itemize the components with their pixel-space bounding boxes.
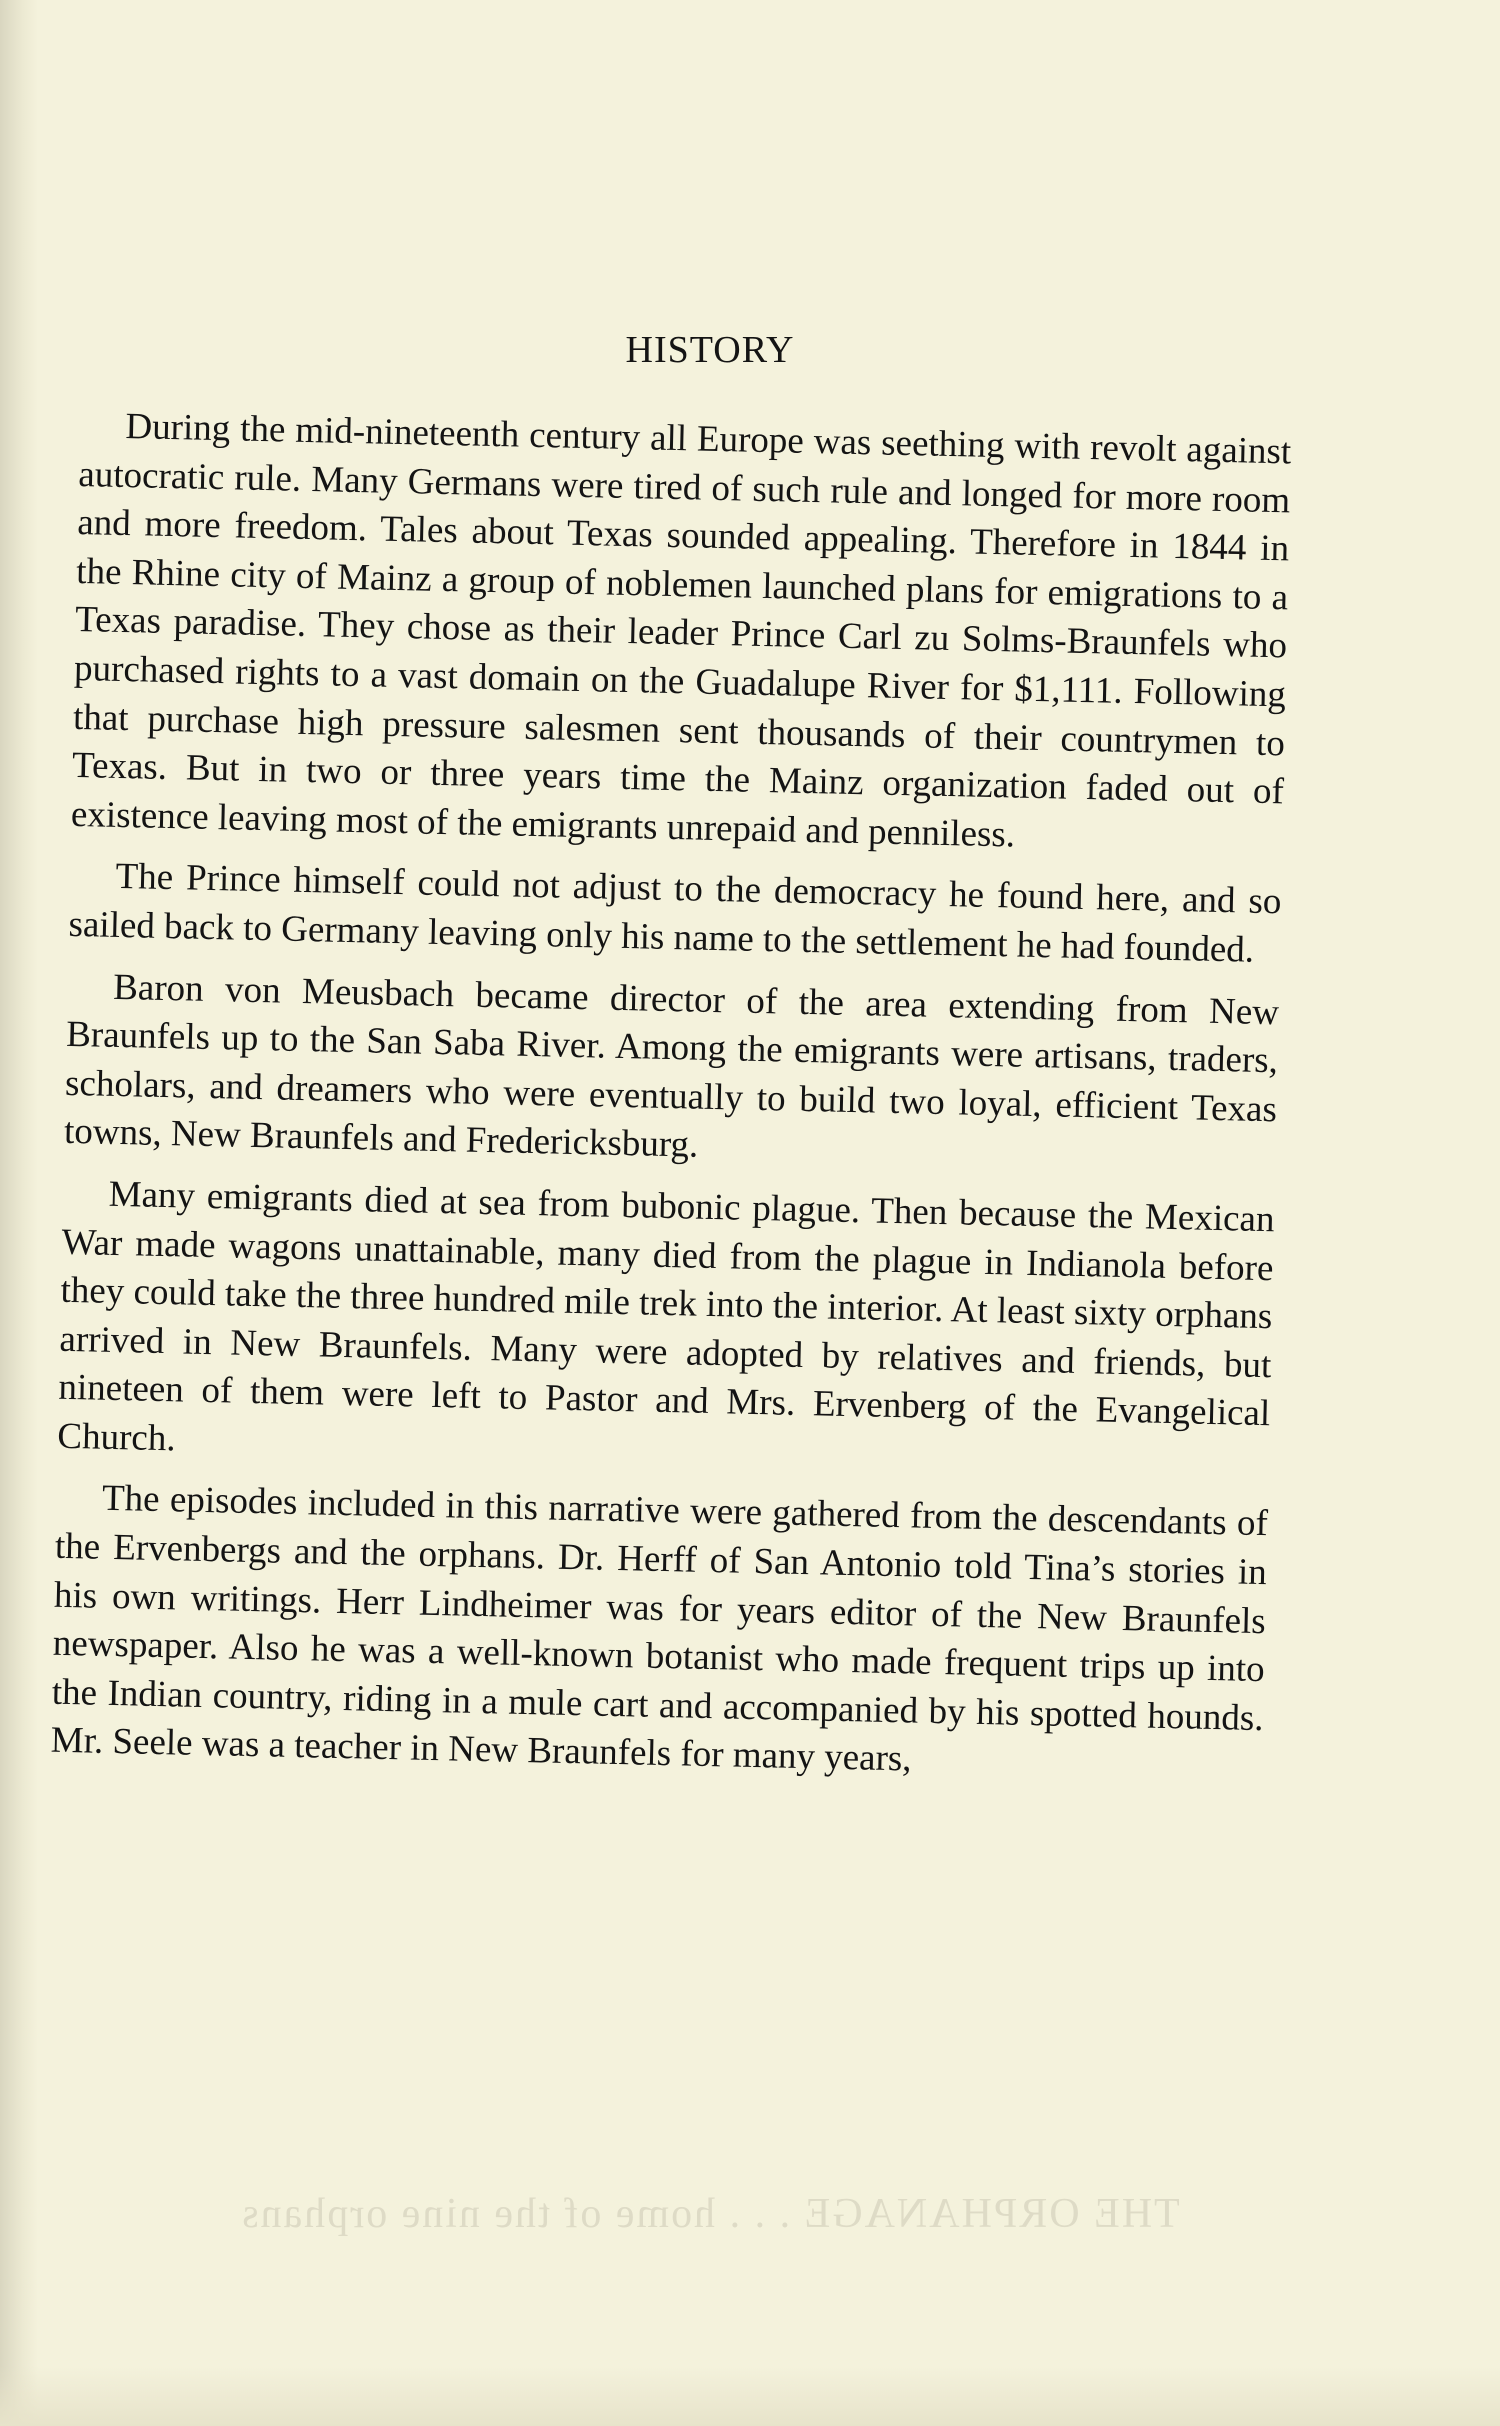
paragraph-3: Baron von Meusbach became director of the area extending from New Braunfels up to the San Saba River. Among the emigrants were artisans, traders, scholars, and dreamers who were eventually to build two loyal, efficient Texas towns, New Braunfels and Fredericksburg. xyxy=(63,966,1280,1166)
page-bottom-shadow xyxy=(0,2366,1500,2426)
page-heading: HISTORY xyxy=(625,329,795,371)
paragraph-5: The episodes included in this narrative were gathered from the descendants of the Ervenbergs and the orphans. Dr. Herff of San Antonio told Tina’s stories in his own writings. Herr Lindheimer was for years editor of the New Braunfels newspaper. Also he was a well-known botanist who made frequent trips up into the Indian country, riding in a mule cart and accompanied by his spotted hounds. Mr. Seele was a teacher in New Braunfels for many years, xyxy=(50,1478,1269,1780)
body-text xyxy=(50,402,1292,1805)
paragraph-4: Many emigrants died at sea from bubonic plague. Then because the Mexican War made wagons unattainable, many died from the plague in Indianola before they could take the three hundred mile trek into the interior. At least sixty orphans arrived in New Braunfels. Many were adopted by relatives and friends, but nineteen of them were left to Pastor and Mrs. Ervenberg of the Evangelical Church. xyxy=(56,1173,1275,1460)
paragraph-2: The Prince himself could not adjust to the democracy he found here, and so sailed back to Germany leaving only his name to the settlement he had founded. xyxy=(68,856,1282,971)
paragraph-1: During the mid-nineteenth century all Europe was seething with revolt against autocratic rule. Many Germans were tired of such rule and longed for more room and more freedom. Tales about Texas sounded appealing. Therefore in 1844 in the Rhine city of Mainz a group of noblemen launched plans for emigrations to a Texas paradise. They chose as their leader Prince Carl zu Solms-Braunfels who purchased rights to a vast domain on the Guadalupe River for $1,111. Following that purchase high pressure salesmen sent thousands of their countrymen to Texas. But in two or three years time the Mainz organization faded out of existence leaving most of the emigrants unrepaid and penniless. xyxy=(70,406,1292,856)
bleed-through-caption: THE ORPHANAGE . . . home of the nine orphans xyxy=(240,2191,1180,2237)
